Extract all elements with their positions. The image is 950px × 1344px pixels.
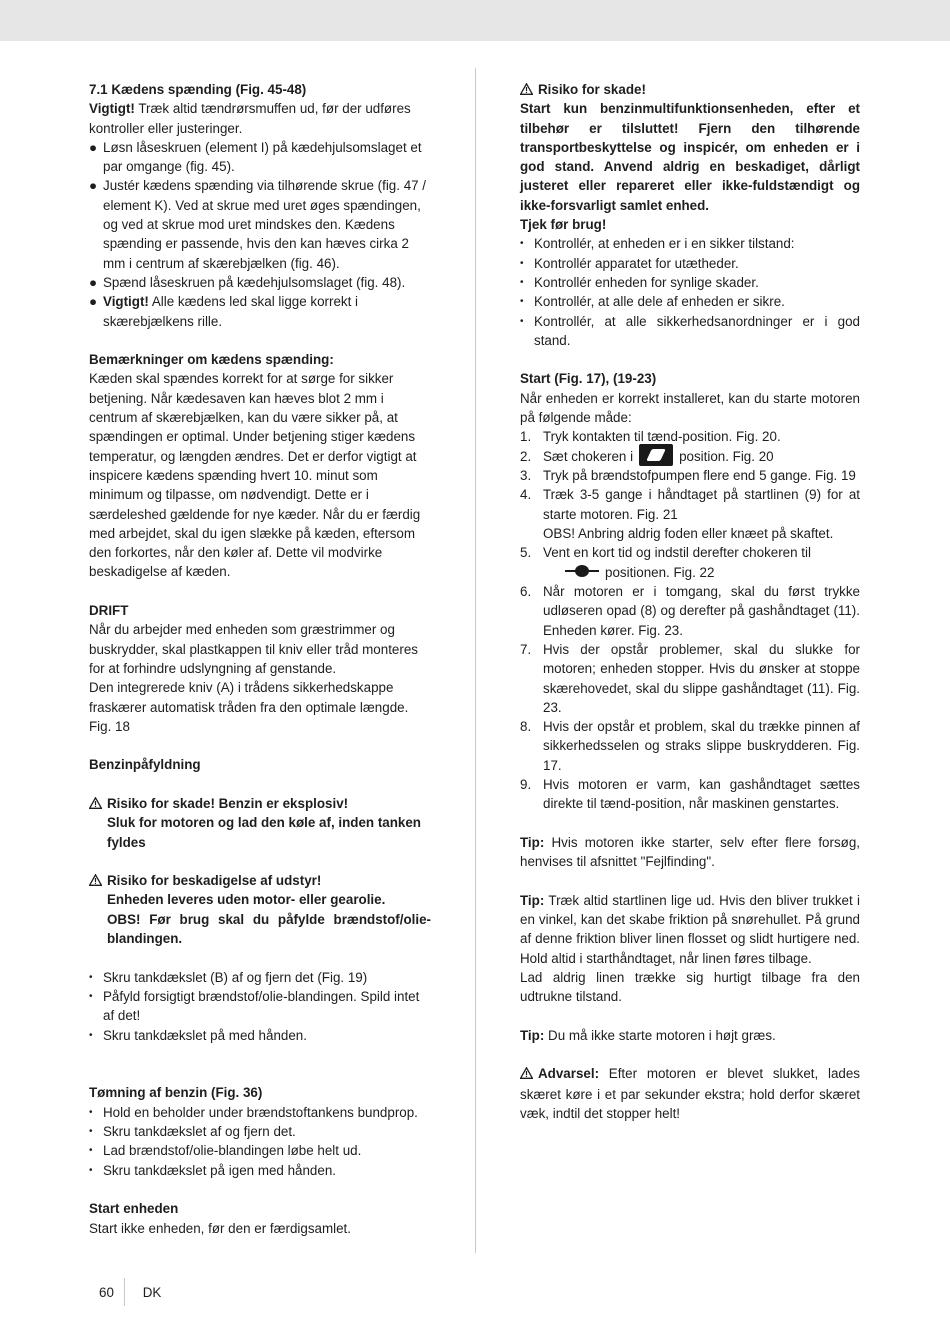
start-intro: Når enheden er korrekt installeret, kan du starte motoren på følgende måde: [520, 390, 860, 426]
list-item: • Skru tankdækslet (B) af og fjern det (Fig. 19) [89, 968, 431, 987]
list-item: 9. Hvis motoren er varm, kan gashåndtaget sættes direkte til tænd-position, når maskinen genstartes. [520, 777, 860, 812]
column-divider [475, 68, 476, 1253]
warning-triangle-icon [520, 80, 533, 95]
page-footer [99, 1283, 161, 1302]
list-item: ● Vigtigt! Alle kædens led skal ligge korrekt i skærebjælkens rille. [89, 294, 359, 329]
section-drain-title: Tømning af benzin (Fig. 36) [89, 1085, 263, 1101]
warning-blade-runout: Advarsel: Efter motoren er blevet slukket, lades skæret køre i et par sekunder ekstra; hold derfor skæret væk, indtil det stopper helt! [520, 1066, 860, 1122]
tip-starter-line: Tip: Træk altid startlinen lige ud. Hvis den bliver trukket i en vinkel, kan det skabe friktion på snørehullet. På grund af denne friktion bliver linen flosset og slidt hurtigere ned. Hold altid i starthåndtaget, når linen føres tilbage. [520, 892, 860, 966]
list-item: • Påfyld forsigtigt brændstof/olie-blandingen. Spild intet af det! [89, 987, 431, 1026]
tip-no-start: Tip: Hvis motoren ikke starter, selv efter flere forsøg, henvises til afsnittet "Fejlfinding". [520, 834, 860, 870]
warning-explosive: Risiko for skade! Benzin er eksplosiv! Sluk for motoren og lad den køle af, inden tanken fyldes [89, 794, 431, 852]
warning-triangle-icon [89, 794, 102, 809]
check-list [520, 234, 860, 350]
list-item: 3. Tryk på brændstofpumpen flere end 5 gange. Fig. 19 [520, 468, 856, 484]
warning-triangle-icon [520, 1065, 533, 1084]
list-item: • Kontrollér, at enheden er i en sikker tilstand: [520, 234, 860, 253]
list-item: ● Spænd låseskruen på kædehjulsomslaget (fig. 48). [89, 274, 406, 290]
section-notes-title: Bemærkninger om kædens spænding: [89, 352, 334, 368]
tip-tall-grass: Tip: Du må ikke starte motoren i højt græs. [520, 1027, 776, 1043]
drain-steps [89, 1103, 431, 1180]
list-item: 4. Træk 3-5 gange i håndtaget på startlinen (9) for at starte motoren. Fig. 21 OBS! Anbring aldrig foden eller knæet på skaftet. [520, 487, 860, 541]
list-item: ● Løsn låseskruen (element I) på kædehjulsomslaget et par omgange (fig. 45). [89, 139, 422, 175]
left-column [89, 80, 431, 1238]
right-column [520, 80, 860, 1123]
choke-open-icon [565, 560, 599, 582]
tip-starter-line-2: Lad aldrig linen trække sig hurtigt tilbage fra den udtrukne tilstand. [520, 969, 860, 1005]
list-item: 2. Sæt chokeren i position. Fig. 20 [520, 447, 860, 466]
list-item: • Kontrollér apparatet for utætheder. [520, 254, 860, 273]
list-item: • Kontrollér enheden for synlige skader. [520, 273, 860, 292]
top-header-bar [0, 0, 950, 41]
list-item: 5. Vent en kort tid og indstil derefter chokeren til positionen. Fig. 22 [520, 543, 860, 582]
section-start-unit-title: Start enheden [89, 1201, 179, 1217]
section-chain-tension-title: 7.1 Kædens spænding (Fig. 45-48) [89, 82, 307, 97]
notes-body: Kæden skal spændes korrekt for at sørge for sikker betjening. Når kædesaven kan hæves blot 2 mm i centrum af skærebjælken, kan du være sikker på, at spændingen er optimal. Under betjening stiger kædens temperatur, og længden ændres. Det er derfor vigtigt at inspicere kædens spænding hvert 10. minut som minimum og tilpasse, om nødvendigt. Dette er i særdeleshed gældende for nye kæder. Når du er færdig med arbejdet, skal du igen slække på kæden, eftersom den forkortes, når den køler af. Dette vil modvirke beskadigelse af kæden. [89, 371, 421, 580]
list-item: 6. Når motoren er i tomgang, skal du først trykke udløseren opad (8) og derefter på gashåndtaget (11). Enheden kører. Fig. 23. [520, 584, 860, 638]
language-code: DK [142, 1285, 162, 1300]
important-label: Vigtigt! [89, 101, 135, 117]
list-item: 8. Hvis der opstår et problem, skal du trække pinnen af sikkerhedsselen og straks slippe buskrydderen. Fig. 17. [520, 719, 860, 773]
list-item: • Skru tankdækslet på med hånden. [89, 1026, 431, 1045]
start-section-title: Start (Fig. 17), (19-23) [520, 371, 657, 387]
operation-body-1: Når du arbejder med enheden som græstrimmer og buskrydder, skal plastkappen til kniv eller tråd monteres for at forhindre udslyngning af genstande. [89, 622, 418, 676]
operation-body-2: Den integrerede kniv (A) i trådens sikkerhedskappe fraskærer automatisk tråden fra den optimale længde. Fig. 18 [89, 680, 409, 734]
list-item: • Lad brændstof/olie-blandingen løbe helt ud. [89, 1141, 431, 1160]
check-before-use-title: Tjek før brug! [520, 217, 607, 233]
list-item: • Kontrollér, at alle dele af enheden er sikre. [520, 292, 860, 311]
list-item: 1. Tryk kontakten til tænd-position. Fig. 20. [520, 429, 781, 445]
chain-tension-intro [89, 99, 431, 138]
start-steps [520, 427, 860, 813]
warning-injury: Risiko for skade! [520, 80, 860, 99]
warning-triangle-icon [89, 871, 102, 886]
list-item: • Hold en beholder under brændstoftankens bundprop. [89, 1103, 431, 1122]
intro-text: Træk altid tændrørsmuffen ud, før der udføres kontroller eller justeringer. [89, 101, 411, 136]
warning-injury-body: Start kun benzinmultifunktionsenheden, efter et tilbehør er tilsluttet! Fjern den tilhørende transportbeskyttelse og inspicér, om enheden er i god stand. Anvend aldrig en beskadiget, dårligt justeret eller repareret eller ikke-fuldstændigt og ikke-forsvarligt samlet enhed. [520, 101, 860, 213]
list-item: • Kontrollér, at alle sikkerhedsanordninger er i god stand. [520, 312, 860, 351]
list-item: 7. Hvis der opstår problemer, skal du slukke for motoren; enheden stopper. Hvis du ønsker at stoppe skærehovedet, skal du slippe gashåndtaget (11). Fig. 23. [520, 641, 860, 715]
page-number: 60 [99, 1285, 114, 1300]
chain-tension-steps [89, 138, 431, 331]
footer-divider [124, 1278, 125, 1306]
choke-closed-icon [639, 444, 673, 466]
list-item: ● Justér kædens spænding via tilhørende skrue (fig. 47 / element K). Ved at skrue med uret øges spændingen, og ved at skrue mod uret mindskes den. Kædens spænding er passende, hvis den kan hæves cirka 2 mm i centrum af skærebjælken (fig. 46). [89, 178, 427, 271]
refuel-steps [89, 968, 431, 1045]
start-unit-body: Start ikke enheden, før den er færdigsamlet. [89, 1220, 351, 1236]
section-operation-title: DRIFT [89, 603, 129, 619]
list-item: • Skru tankdækslet på igen med hånden. [89, 1161, 431, 1180]
section-refuel-title: Benzinpåfyldning [89, 757, 201, 773]
warning-equipment-damage: Risiko for beskadigelse af udstyr! Enheden leveres uden motor- eller gearolie. OBS! Før brug skal du påfylde brændstof/olie-blandingen. [89, 871, 431, 948]
list-item: • Skru tankdækslet af og fjern det. [89, 1122, 431, 1141]
